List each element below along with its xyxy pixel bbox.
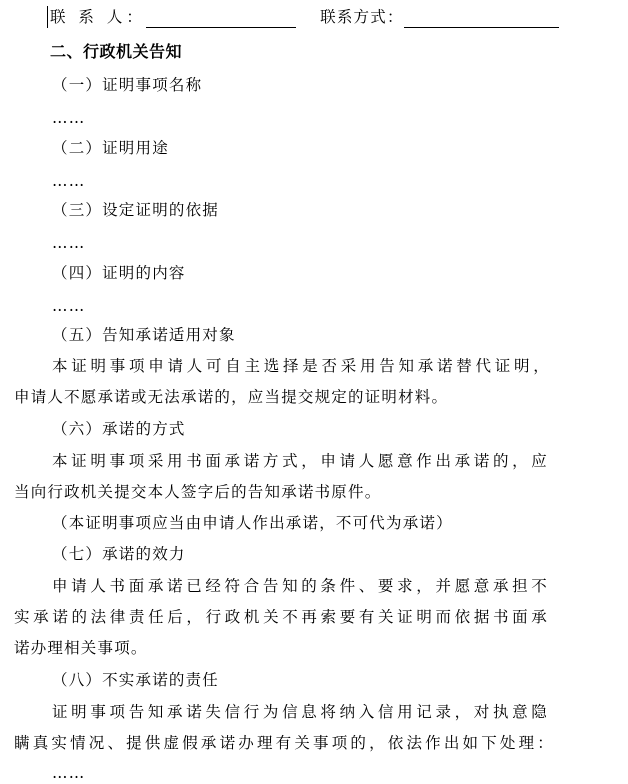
item8-line2: 瞒真实情况、提供虚假承诺办理有关事项的，依法作出如下处理： xyxy=(14,734,554,752)
item1-text: …… xyxy=(52,109,86,127)
item8-heading: （八）不实承诺的责任 xyxy=(52,671,220,689)
item8-line1: 证明事项告知承诺失信行为信息将纳入信用记录，对执意隐 xyxy=(52,703,548,721)
contact-person-label: 联 系 人： xyxy=(50,8,146,26)
text-cursor xyxy=(47,6,48,28)
item3-heading: （三）设定证明的依据 xyxy=(52,201,220,219)
item4-text: …… xyxy=(52,297,86,315)
item2-text: …… xyxy=(52,172,86,190)
item8-line3: …… xyxy=(52,764,86,782)
contact-method-blank[interactable] xyxy=(404,9,559,28)
contact-person-blank[interactable] xyxy=(146,9,296,28)
item7-line3: 诺办理相关事项。 xyxy=(14,639,148,657)
item6-line3: （本证明事项应当由申请人作出承诺，不可代为承诺） xyxy=(52,514,453,532)
item5-line1: 本证明事项申请人可自主选择是否采用告知承诺替代证明， xyxy=(52,357,550,375)
item7-line1: 申请人书面承诺已经符合告知的条件、要求，并愿意承担不 xyxy=(52,577,548,595)
item2-heading: （二）证明用途 xyxy=(52,139,169,157)
item7-line2: 实承诺的法律责任后，行政机关不再索要有关证明而依据书面承 xyxy=(14,608,548,626)
item3-text: …… xyxy=(52,234,86,252)
item1-heading: （一）证明事项名称 xyxy=(52,76,203,94)
item4-heading: （四）证明的内容 xyxy=(52,264,186,282)
item6-line2: 当向行政机关提交本人签字后的告知承诺书原件。 xyxy=(14,483,382,501)
item7-heading: （七）承诺的效力 xyxy=(52,545,186,563)
item5-heading: （五）告知承诺适用对象 xyxy=(52,326,236,344)
contact-row xyxy=(50,6,598,28)
item6-line1: 本证明事项采用书面承诺方式，申请人愿意作出承诺的，应 xyxy=(52,452,548,470)
item6-heading: （六）承诺的方式 xyxy=(52,420,186,438)
section-title: 二、行政机关告知 xyxy=(50,42,183,61)
item5-line2: 申请人不愿承诺或无法承诺的，应当提交规定的证明材料。 xyxy=(14,388,449,406)
contact-method-label: 联系方式： xyxy=(320,8,404,26)
